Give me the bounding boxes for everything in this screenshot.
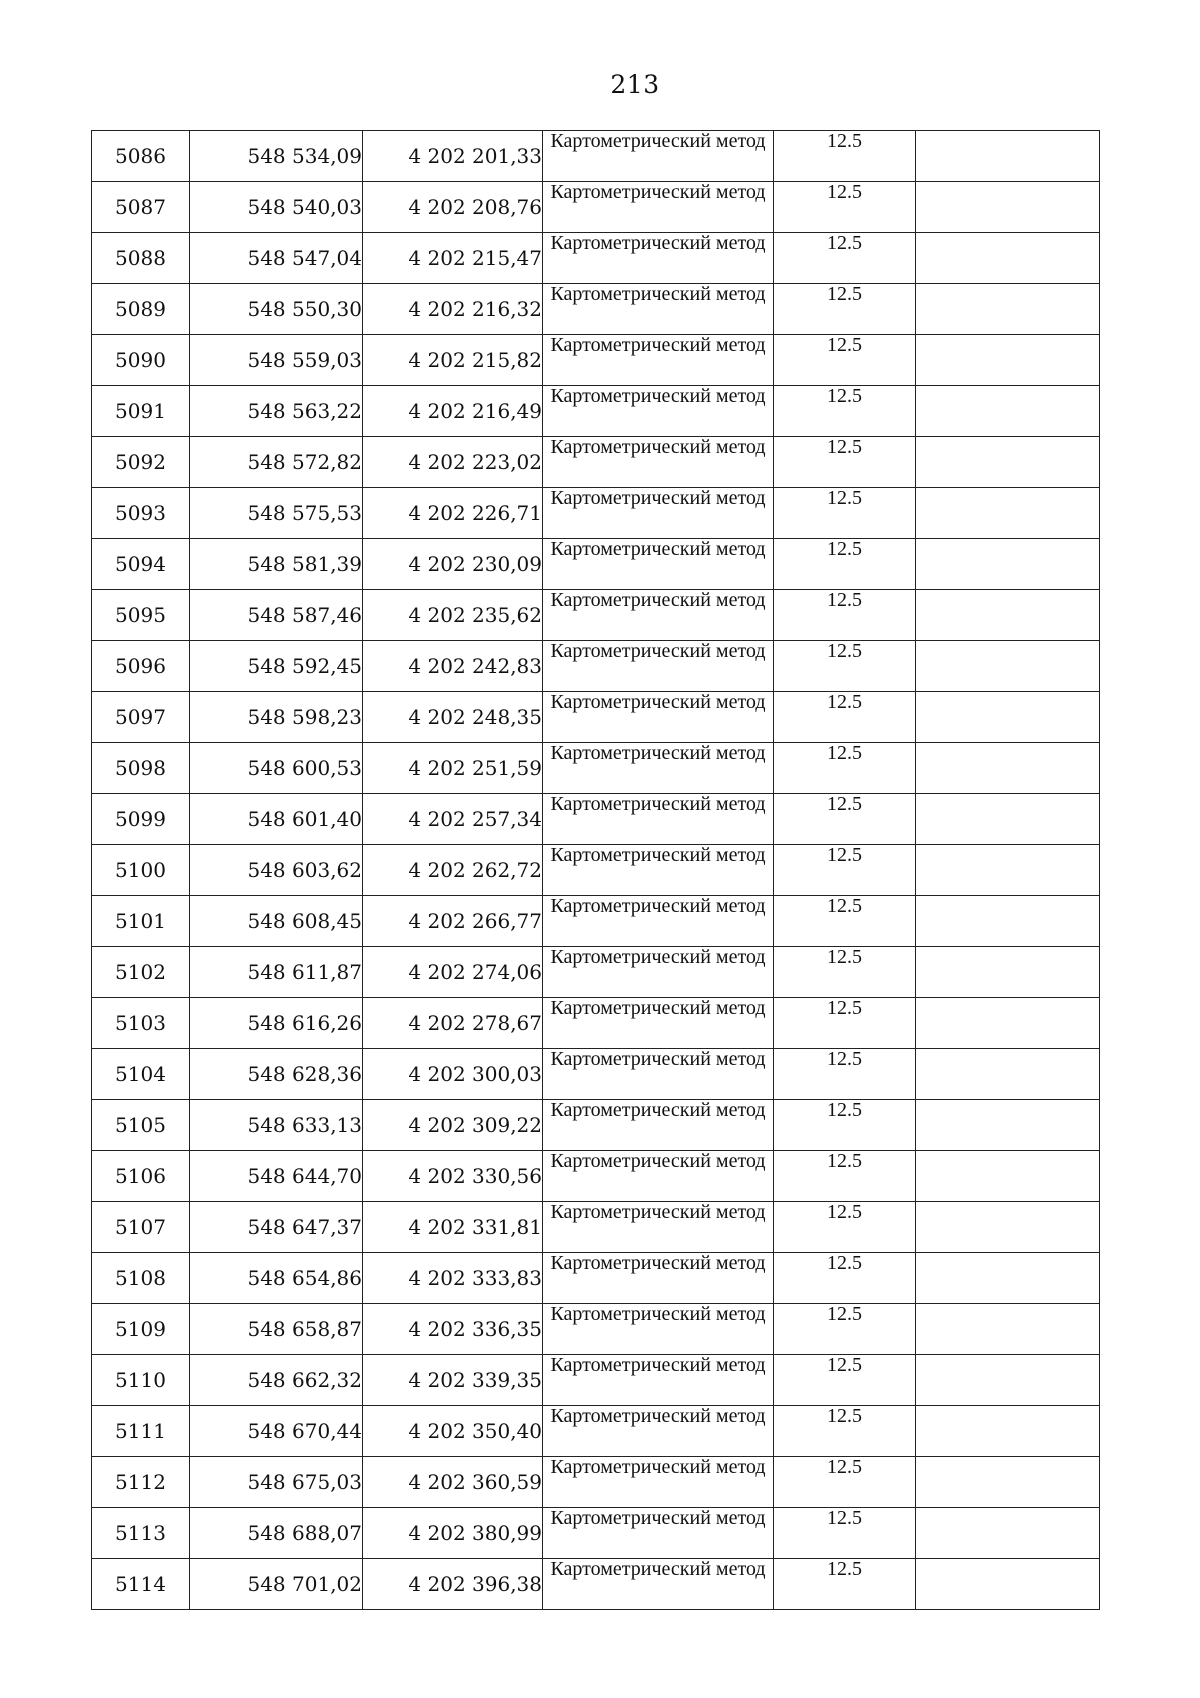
point-number-cell: 5100: [92, 845, 190, 896]
description-cell: [916, 1559, 1100, 1610]
method-cell: Картометрический метод: [543, 1355, 774, 1406]
point-number-cell: 5099: [92, 794, 190, 845]
coordinate-x-cell: 548 688,07: [190, 1508, 363, 1559]
accuracy-cell: 12.5: [774, 1406, 916, 1457]
method-cell: Картометрический метод: [543, 182, 774, 233]
table-row: [92, 284, 1100, 335]
coordinate-x-cell: 548 563,22: [190, 386, 363, 437]
accuracy-cell: 12.5: [774, 1202, 916, 1253]
method-cell: Картометрический метод: [543, 692, 774, 743]
point-number-cell: 5109: [92, 1304, 190, 1355]
point-number-cell: 5097: [92, 692, 190, 743]
table-row: [92, 743, 1100, 794]
coordinate-y-cell: 4 202 235,62: [363, 590, 543, 641]
point-number-cell: 5113: [92, 1508, 190, 1559]
point-number-cell: 5090: [92, 335, 190, 386]
coordinate-x-cell: 548 550,30: [190, 284, 363, 335]
accuracy-cell: 12.5: [774, 896, 916, 947]
point-number-cell: 5086: [92, 131, 190, 182]
accuracy-cell: 12.5: [774, 437, 916, 488]
table-row: [92, 1151, 1100, 1202]
description-cell: [916, 1355, 1100, 1406]
point-number-cell: 5087: [92, 182, 190, 233]
description-cell: [916, 182, 1100, 233]
method-cell: Картометрический метод: [543, 488, 774, 539]
method-cell: Картометрический метод: [543, 1406, 774, 1457]
coordinate-y-cell: 4 202 216,49: [363, 386, 543, 437]
coordinate-y-cell: 4 202 333,83: [363, 1253, 543, 1304]
description-cell: [916, 233, 1100, 284]
description-cell: [916, 437, 1100, 488]
description-cell: [916, 488, 1100, 539]
coordinate-y-cell: 4 202 216,32: [363, 284, 543, 335]
description-cell: [916, 794, 1100, 845]
description-cell: [916, 845, 1100, 896]
point-number-cell: 5104: [92, 1049, 190, 1100]
table-row: [92, 1049, 1100, 1100]
accuracy-cell: 12.5: [774, 335, 916, 386]
table-row: [92, 590, 1100, 641]
table-row: [92, 845, 1100, 896]
coordinate-y-cell: 4 202 215,47: [363, 233, 543, 284]
accuracy-cell: 12.5: [774, 1100, 916, 1151]
description-cell: [916, 590, 1100, 641]
table-row: [92, 488, 1100, 539]
accuracy-cell: 12.5: [774, 1457, 916, 1508]
coordinate-y-cell: 4 202 242,83: [363, 641, 543, 692]
table-row: [92, 1202, 1100, 1253]
method-cell: Картометрический метод: [543, 437, 774, 488]
accuracy-cell: 12.5: [774, 1508, 916, 1559]
table-row: [92, 1406, 1100, 1457]
point-number-cell: 5114: [92, 1559, 190, 1610]
coordinate-x-cell: 548 670,44: [190, 1406, 363, 1457]
coordinate-x-cell: 548 547,04: [190, 233, 363, 284]
method-cell: Картометрический метод: [543, 1151, 774, 1202]
table-row: [92, 794, 1100, 845]
coordinate-x-cell: 548 603,62: [190, 845, 363, 896]
table-row: [92, 1559, 1100, 1610]
method-cell: Картометрический метод: [543, 794, 774, 845]
coordinate-x-cell: 548 608,45: [190, 896, 363, 947]
accuracy-cell: 12.5: [774, 233, 916, 284]
table-row: [92, 998, 1100, 1049]
coordinate-y-cell: 4 202 278,67: [363, 998, 543, 1049]
method-cell: Картометрический метод: [543, 896, 774, 947]
method-cell: Картометрический метод: [543, 1559, 774, 1610]
coordinate-x-cell: 548 598,23: [190, 692, 363, 743]
description-cell: [916, 1049, 1100, 1100]
method-cell: Картометрический метод: [543, 539, 774, 590]
table-row: [92, 641, 1100, 692]
coordinate-y-cell: 4 202 331,81: [363, 1202, 543, 1253]
method-cell: Картометрический метод: [543, 947, 774, 998]
point-number-cell: 5110: [92, 1355, 190, 1406]
accuracy-cell: 12.5: [774, 947, 916, 998]
coordinate-x-cell: 548 662,32: [190, 1355, 363, 1406]
point-number-cell: 5108: [92, 1253, 190, 1304]
point-number-cell: 5092: [92, 437, 190, 488]
method-cell: Картометрический метод: [543, 590, 774, 641]
coordinate-x-cell: 548 534,09: [190, 131, 363, 182]
method-cell: Картометрический метод: [543, 131, 774, 182]
coordinate-x-cell: 548 633,13: [190, 1100, 363, 1151]
description-cell: [916, 692, 1100, 743]
coordinate-x-cell: 548 559,03: [190, 335, 363, 386]
page-number: 213: [610, 70, 660, 99]
method-cell: Картометрический метод: [543, 998, 774, 1049]
coordinate-x-cell: 548 701,02: [190, 1559, 363, 1610]
description-cell: [916, 1253, 1100, 1304]
table-row: [92, 539, 1100, 590]
coordinate-x-cell: 548 601,40: [190, 794, 363, 845]
description-cell: [916, 131, 1100, 182]
method-cell: Картометрический метод: [543, 743, 774, 794]
accuracy-cell: 12.5: [774, 131, 916, 182]
point-number-cell: 5094: [92, 539, 190, 590]
point-number-cell: 5098: [92, 743, 190, 794]
accuracy-cell: 12.5: [774, 692, 916, 743]
description-cell: [916, 386, 1100, 437]
coordinate-y-cell: 4 202 266,77: [363, 896, 543, 947]
accuracy-cell: 12.5: [774, 284, 916, 335]
coordinate-x-cell: 548 647,37: [190, 1202, 363, 1253]
coordinate-x-cell: 548 616,26: [190, 998, 363, 1049]
description-cell: [916, 947, 1100, 998]
point-number-cell: 5093: [92, 488, 190, 539]
coordinate-x-cell: 548 587,46: [190, 590, 363, 641]
point-number-cell: 5107: [92, 1202, 190, 1253]
description-cell: [916, 1151, 1100, 1202]
accuracy-cell: 12.5: [774, 794, 916, 845]
description-cell: [916, 335, 1100, 386]
coordinates-table: [91, 130, 1100, 1610]
method-cell: Картометрический метод: [543, 1049, 774, 1100]
coordinate-x-cell: 548 575,53: [190, 488, 363, 539]
method-cell: Картометрический метод: [543, 845, 774, 896]
method-cell: Картометрический метод: [543, 641, 774, 692]
point-number-cell: 5096: [92, 641, 190, 692]
table-row: [92, 386, 1100, 437]
description-cell: [916, 1457, 1100, 1508]
method-cell: Картометрический метод: [543, 233, 774, 284]
description-cell: [916, 641, 1100, 692]
method-cell: Картометрический метод: [543, 1202, 774, 1253]
coordinate-x-cell: 548 654,86: [190, 1253, 363, 1304]
accuracy-cell: 12.5: [774, 488, 916, 539]
coordinate-x-cell: 548 540,03: [190, 182, 363, 233]
point-number-cell: 5095: [92, 590, 190, 641]
coordinate-y-cell: 4 202 248,35: [363, 692, 543, 743]
coordinate-y-cell: 4 202 336,35: [363, 1304, 543, 1355]
table-row: [92, 233, 1100, 284]
description-cell: [916, 1202, 1100, 1253]
coordinate-x-cell: 548 581,39: [190, 539, 363, 590]
coordinate-y-cell: 4 202 330,56: [363, 1151, 543, 1202]
point-number-cell: 5105: [92, 1100, 190, 1151]
accuracy-cell: 12.5: [774, 182, 916, 233]
description-cell: [916, 1304, 1100, 1355]
coordinate-x-cell: 548 644,70: [190, 1151, 363, 1202]
description-cell: [916, 896, 1100, 947]
point-number-cell: 5103: [92, 998, 190, 1049]
table-row: [92, 131, 1100, 182]
table-row: [92, 437, 1100, 488]
coordinate-x-cell: 548 658,87: [190, 1304, 363, 1355]
coordinate-y-cell: 4 202 251,59: [363, 743, 543, 794]
accuracy-cell: 12.5: [774, 743, 916, 794]
coordinate-y-cell: 4 202 396,38: [363, 1559, 543, 1610]
point-number-cell: 5088: [92, 233, 190, 284]
point-number-cell: 5089: [92, 284, 190, 335]
method-cell: Картометрический метод: [543, 1304, 774, 1355]
point-number-cell: 5091: [92, 386, 190, 437]
table-row: [92, 947, 1100, 998]
coordinate-y-cell: 4 202 300,03: [363, 1049, 543, 1100]
accuracy-cell: 12.5: [774, 1151, 916, 1202]
description-cell: [916, 1508, 1100, 1559]
coordinate-y-cell: 4 202 230,09: [363, 539, 543, 590]
accuracy-cell: 12.5: [774, 386, 916, 437]
table-row: [92, 1253, 1100, 1304]
description-cell: [916, 743, 1100, 794]
coordinate-y-cell: 4 202 226,71: [363, 488, 543, 539]
table-row: [92, 1355, 1100, 1406]
description-cell: [916, 1406, 1100, 1457]
table-row: [92, 182, 1100, 233]
coordinate-y-cell: 4 202 350,40: [363, 1406, 543, 1457]
accuracy-cell: 12.5: [774, 998, 916, 1049]
accuracy-cell: 12.5: [774, 1355, 916, 1406]
coordinate-y-cell: 4 202 360,59: [363, 1457, 543, 1508]
description-cell: [916, 284, 1100, 335]
accuracy-cell: 12.5: [774, 845, 916, 896]
method-cell: Картометрический метод: [543, 386, 774, 437]
coordinate-y-cell: 4 202 208,76: [363, 182, 543, 233]
table-row: [92, 1457, 1100, 1508]
accuracy-cell: 12.5: [774, 1304, 916, 1355]
point-number-cell: 5112: [92, 1457, 190, 1508]
coordinate-y-cell: 4 202 201,33: [363, 131, 543, 182]
coordinate-y-cell: 4 202 380,99: [363, 1508, 543, 1559]
accuracy-cell: 12.5: [774, 590, 916, 641]
coordinate-y-cell: 4 202 257,34: [363, 794, 543, 845]
coordinate-x-cell: 548 600,53: [190, 743, 363, 794]
method-cell: Картометрический метод: [543, 1457, 774, 1508]
point-number-cell: 5101: [92, 896, 190, 947]
table-row: [92, 1508, 1100, 1559]
method-cell: Картометрический метод: [543, 1100, 774, 1151]
table-row: [92, 335, 1100, 386]
accuracy-cell: 12.5: [774, 641, 916, 692]
description-cell: [916, 1100, 1100, 1151]
description-cell: [916, 998, 1100, 1049]
coordinate-y-cell: 4 202 339,35: [363, 1355, 543, 1406]
coordinate-y-cell: 4 202 223,02: [363, 437, 543, 488]
coordinate-y-cell: 4 202 262,72: [363, 845, 543, 896]
table-row: [92, 692, 1100, 743]
accuracy-cell: 12.5: [774, 1049, 916, 1100]
point-number-cell: 5102: [92, 947, 190, 998]
description-cell: [916, 539, 1100, 590]
method-cell: Картометрический метод: [543, 1253, 774, 1304]
table-row: [92, 896, 1100, 947]
coordinate-x-cell: 548 675,03: [190, 1457, 363, 1508]
coordinate-x-cell: 548 611,87: [190, 947, 363, 998]
point-number-cell: 5106: [92, 1151, 190, 1202]
coordinate-y-cell: 4 202 274,06: [363, 947, 543, 998]
method-cell: Картометрический метод: [543, 1508, 774, 1559]
coordinate-x-cell: 548 592,45: [190, 641, 363, 692]
method-cell: Картометрический метод: [543, 335, 774, 386]
method-cell: Картометрический метод: [543, 284, 774, 335]
coordinate-x-cell: 548 572,82: [190, 437, 363, 488]
point-number-cell: 5111: [92, 1406, 190, 1457]
accuracy-cell: 12.5: [774, 1559, 916, 1610]
coordinate-x-cell: 548 628,36: [190, 1049, 363, 1100]
coordinate-y-cell: 4 202 215,82: [363, 335, 543, 386]
table-row: [92, 1100, 1100, 1151]
table-row: [92, 1304, 1100, 1355]
accuracy-cell: 12.5: [774, 1253, 916, 1304]
coordinate-y-cell: 4 202 309,22: [363, 1100, 543, 1151]
table-body: [92, 131, 1100, 1610]
accuracy-cell: 12.5: [774, 539, 916, 590]
